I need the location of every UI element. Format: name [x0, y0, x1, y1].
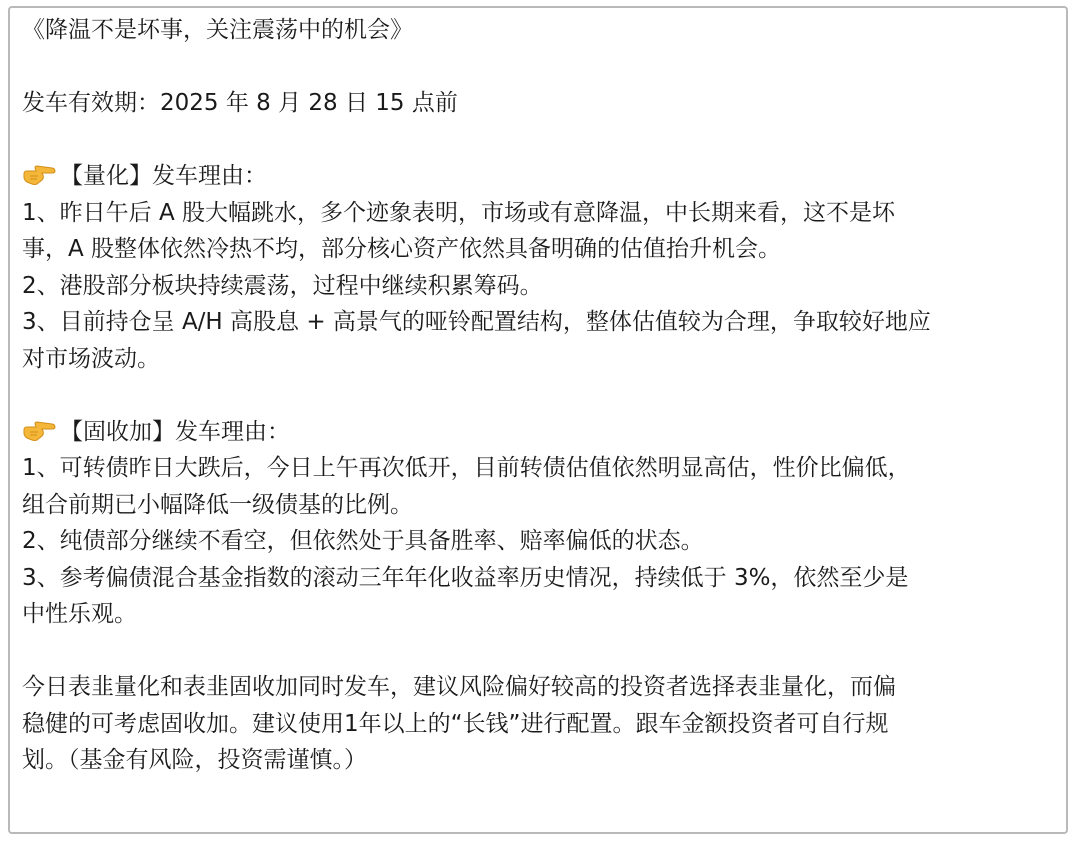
fixed-income-line: 组合前期已小幅降低一级债基的比例。: [22, 491, 413, 518]
quant-line: 3、目前持仓呈 A/H 高股息 + 高景气的哑铃配置结构，整体估值较为合理，争取较好地应: [22, 309, 931, 335]
closing-line: 稳健的可考虑固收加。建议使用1年以上的“长钱”进行配置。跟车金额投资者可自行规: [22, 710, 889, 737]
quant-line: 2、港股部分板块持续震荡，过程中继续积累筹码。: [22, 272, 543, 299]
quant-line: 对市场波动。: [22, 345, 160, 372]
closing-line: 今日表韭量化和表韭固收加同时发车，建议风险偏好较高的投资者选择表韭量化，而偏: [22, 674, 896, 700]
pointing-hand-icon: [22, 419, 56, 443]
quant-heading: 【量化】发车理由：: [60, 163, 267, 189]
fixed-income-heading-row: [22, 414, 1058, 451]
fixed-income-line: 中性乐观。: [22, 601, 137, 627]
fixed-income-heading: 【固收加】发车理由：: [60, 418, 290, 445]
closing-line: 划。（基金有风险，投资需谨慎。）: [22, 747, 367, 773]
spacer: [22, 122, 1058, 159]
spacer: [22, 49, 1058, 86]
pointing-hand-icon: [22, 163, 56, 187]
fixed-income-line: 2、纯债部分继续不看空，但依然处于具备胜率、赔率偏低的状态。: [22, 528, 704, 554]
spacer: [22, 633, 1058, 670]
fixed-income-line: 3、参考偏债混合基金指数的滚动三年年化收益率历史情况，持续低于 3%，依然至少是: [22, 564, 909, 591]
fixed-income-line: 1、可转债昨日大跌后，今日上午再次低开，目前转债估值依然明显高估，性价比偏低，: [22, 455, 911, 481]
quant-heading-row: [22, 158, 1058, 195]
document-body: [22, 12, 1058, 779]
quant-line: 事，A 股整体依然冷热不均，部分核心资产依然具备明确的估值抬升机会。: [22, 236, 782, 262]
document-title: 《降温不是坏事，关注震荡中的机会》: [22, 17, 413, 43]
quant-line: 1、昨日午后 A 股大幅跳水，多个迹象表明，市场或有意降温，中长期来看，这不是坏: [22, 199, 895, 226]
validity-text: 发车有效期：2025 年 8 月 28 日 15 点前: [22, 90, 458, 116]
spacer: [22, 377, 1058, 414]
